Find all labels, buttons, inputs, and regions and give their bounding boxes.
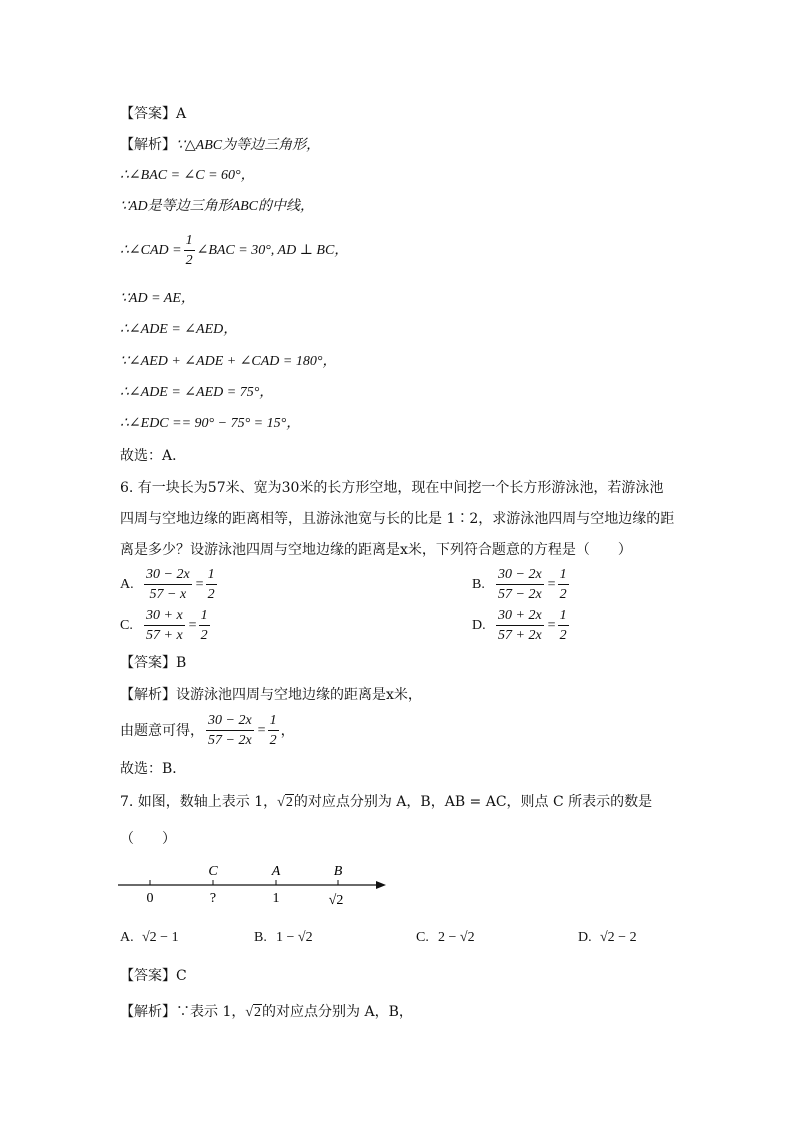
analysis-suffix: 的对应点分别为 A，B， xyxy=(262,1004,413,1020)
q6-option-a[interactable]: A. $\frac{30 - 2x}{57 - x}$ = $\frac{1}{2}$ xyxy=(120,567,215,602)
q5-analysis-line-2: ∴∠BAC = ∠C = 60°， xyxy=(120,168,255,183)
option-lhs-fraction: $\frac{30 + 2x}{57 + 2x}$ xyxy=(498,608,542,643)
answer-tag: 【答案】 xyxy=(120,655,176,671)
q6-option-c[interactable]: C. $\frac{30 + x}{57 + x}$ = $\frac{1}{2}$ xyxy=(120,608,208,643)
q5-cad-rhs: ∠BAC = 30°, AD ⊥ BC， xyxy=(196,242,349,258)
q6-conclusion: 故选：B． xyxy=(120,761,187,777)
option-text: √2 − 2 xyxy=(600,930,637,945)
value-unknown: ? xyxy=(209,891,217,906)
value-sqrt-two: √2 xyxy=(328,893,344,908)
sqrt-two: √2 xyxy=(245,1005,262,1020)
q7-option-c[interactable] xyxy=(416,930,475,946)
number-line-figure xyxy=(118,858,390,910)
q6-analysis-line-1 xyxy=(120,685,422,705)
answer-value: B xyxy=(176,655,187,671)
value-zero: 0 xyxy=(146,891,154,906)
option-lhs-fraction: $\frac{30 - 2x}{57 - 2x}$ xyxy=(498,567,542,602)
q5-analysis-line-8: ∴∠ADE = ∠AED = 75°， xyxy=(120,385,274,400)
q7-option-a[interactable] xyxy=(120,930,179,946)
option-text: 1 − √2 xyxy=(276,930,313,945)
label-c: C xyxy=(208,864,218,879)
option-lhs-fraction: $\frac{30 - 2x}{57 - x}$ xyxy=(146,567,190,602)
q6-stem-line-1: 6. 有一块长为57米、宽为30米的长方形空地，现在中间挖一个长方形游泳池，若游泳池 xyxy=(120,480,664,496)
analysis-text: ∵△ABC为等边三角形， xyxy=(176,138,321,153)
option-label: C. xyxy=(120,617,133,633)
q5-analysis-line-1 xyxy=(120,135,320,156)
option-label: A. xyxy=(120,576,134,592)
q7-option-d[interactable] xyxy=(578,930,637,946)
analysis-prefix: 由题意可得， xyxy=(120,722,204,739)
q6-analysis-line-2: 由题意可得， $\frac{30 - 2x}{57 - 2x}$ = $\frac{1}{2}$ ， xyxy=(120,713,295,748)
stem-mid: 的对应点分别为 A，B，AB = AC，则点 C 所表示的数是 xyxy=(293,794,653,810)
sqrt-two: √2 xyxy=(277,795,293,810)
q7-answer-line xyxy=(120,966,187,986)
analysis-suffix: ， xyxy=(280,722,295,739)
option-label: B. xyxy=(472,576,485,592)
answer-tag: 【答案】 xyxy=(120,968,176,984)
q5-analysis-line-3: ∵AD是等边三角形ABC的中线， xyxy=(120,199,315,214)
q5-answer-line xyxy=(120,104,186,124)
option-label: A. xyxy=(120,930,134,945)
option-label: D. xyxy=(472,617,486,633)
option-lhs-fraction: $\frac{30 + x}{57 + x}$ xyxy=(146,608,183,643)
analysis-rhs-fraction: $\frac{1}{2}$ xyxy=(269,713,277,748)
analysis-tag: 【解析】 xyxy=(120,1004,176,1020)
q6-stem-line-2: 四周与空地边缘的距离相等，且游泳池宽与长的比是 1∶2，求游泳池四周与空地边缘的距 xyxy=(120,511,675,527)
label-a: A xyxy=(271,864,281,879)
q5-analysis-line-6: ∴∠ADE = ∠AED， xyxy=(120,322,238,337)
answer-value: A xyxy=(176,106,187,122)
option-text: √2 − 1 xyxy=(142,930,179,945)
q7-analysis-line-1 xyxy=(120,1002,413,1023)
q7-stem-line-1 xyxy=(120,792,652,813)
q7-stem-paren: （ ） xyxy=(120,831,176,847)
analysis-tag: 【解析】 xyxy=(120,137,176,153)
label-b: B xyxy=(333,864,343,879)
analysis-tag: 【解析】 xyxy=(120,687,176,703)
q6-stem-line-3: 离是多少？设游泳池四周与空地边缘的距离是x米，下列符合题意的方程是（ ） xyxy=(120,542,632,558)
option-rhs-fraction: $\frac{1}{2}$ xyxy=(559,567,567,602)
option-text: 2 − √2 xyxy=(438,930,475,945)
option-rhs-fraction: $\frac{1}{2}$ xyxy=(200,608,208,643)
value-one: 1 xyxy=(272,891,280,906)
option-rhs-fraction: $\frac{1}{2}$ xyxy=(207,567,215,602)
option-label: B. xyxy=(254,930,267,945)
analysis-prefix: ∵表示 1， xyxy=(176,1004,246,1020)
q7-option-b[interactable] xyxy=(254,930,313,946)
q6-answer-line xyxy=(120,653,186,673)
answer-value: C xyxy=(176,968,187,984)
option-label: C. xyxy=(416,930,429,945)
q5-analysis-line-4 xyxy=(120,232,348,269)
option-label: D. xyxy=(578,930,592,945)
q5-analysis-line-7: ∵∠AED + ∠ADE + ∠CAD = 180°， xyxy=(120,354,337,369)
q5-conclusion: 故选：A． xyxy=(120,448,187,464)
stem-prefix: 7. 如图，数轴上表示 1， xyxy=(120,794,278,810)
answer-tag: 【答案】 xyxy=(120,106,176,122)
analysis-text: 设游泳池四周与空地边缘的距离是x米， xyxy=(176,687,422,703)
axis-arrow-icon xyxy=(376,881,386,889)
q6-option-d[interactable]: D. $\frac{30 + 2x}{57 + 2x}$ = $\frac{1}{2}$ xyxy=(472,608,567,643)
q6-option-b[interactable]: B. $\frac{30 - 2x}{57 - 2x}$ = $\frac{1}{2}$ xyxy=(472,567,567,602)
q5-analysis-line-9: ∴∠EDC == 90° − 75° = 15°， xyxy=(120,416,301,431)
q5-cad-lhs: ∴∠CAD = xyxy=(120,242,182,258)
analysis-lhs-fraction: $\frac{30 - 2x}{57 - 2x}$ xyxy=(208,713,252,748)
q5-analysis-line-5: ∵AD = AE， xyxy=(120,291,195,306)
option-rhs-fraction: $\frac{1}{2}$ xyxy=(559,608,567,643)
half-fraction: $\frac{1}{2}$ xyxy=(185,233,193,268)
